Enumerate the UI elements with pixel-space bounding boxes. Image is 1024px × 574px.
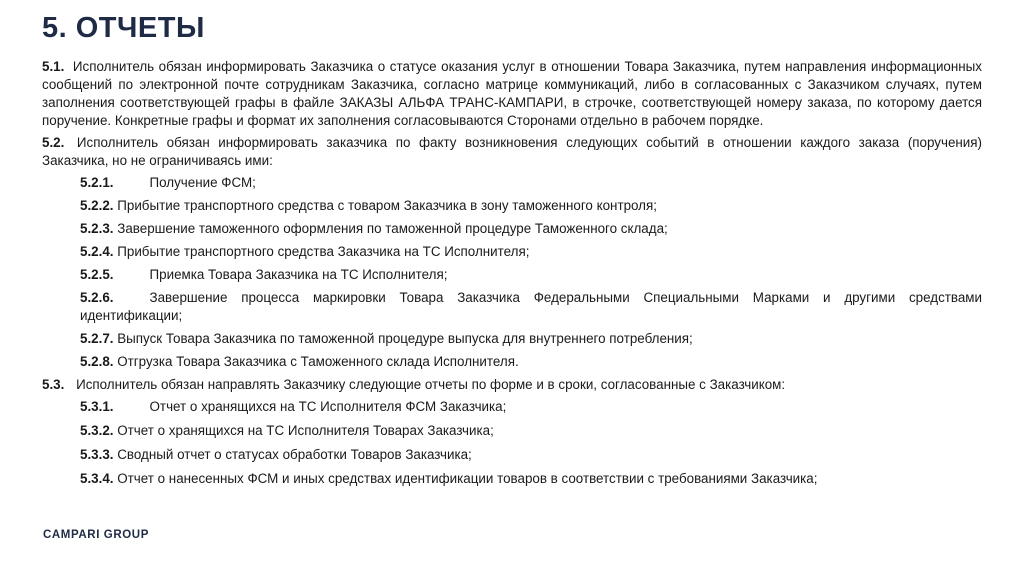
subclause-5-3-2: 5.3.2. Отчет о хранящихся на ТС Исполнителя Товарах Заказчика; <box>80 423 494 438</box>
subclause-5-3-4: 5.3.4. Отчет о нанесенных ФСМ и иных средствах идентификации товаров в соответствии с требованиями Заказчика; <box>80 471 818 486</box>
clause-5-1 <box>42 58 982 130</box>
clause-text: Исполнитель обязан информировать Заказчика о статусе оказания услуг в отношении Товара Заказчика, путем направления информационных сообщений по электронной почте сотрудникам Заказчика, согласно матрице коммуникаций, либо в согласованных с Заказчиком случаях, путем заполнения соответствующей графы в файле ЗАКАЗЫ АЛЬФА ТРАНС-КАМПАРИ, в строчке, соответствующей номеру заказа, по которому дается поручение. Конкретные графы и формат их заполнения согласовываются Сторонами отдельно в рабочем порядке. <box>42 59 982 128</box>
subclause-5-3-3: 5.3.3. Сводный отчет о статусах обработки Товаров Заказчика; <box>80 447 472 462</box>
clause-5-2 <box>42 134 982 170</box>
campari-logo: CAMPARI GROUP <box>43 529 149 541</box>
subclause-5-2-1: 5.2.1. Получение ФСМ; <box>80 175 256 190</box>
clause-number: 5.2. <box>42 135 65 150</box>
subclause-5-2-2: 5.2.2. Прибытие транспортного средства с товаром Заказчика в зону таможенного контроля; <box>80 198 657 213</box>
subclause-5-2-7: 5.2.7. Выпуск Товара Заказчика по таможенной процедуре выпуска для внутреннего потребления; <box>80 331 693 346</box>
clause-5-3 <box>42 376 982 394</box>
subclause-5-2-8: 5.2.8. Отгрузка Товара Заказчика с Таможенного склада Исполнителя. <box>80 354 519 369</box>
subclause-5-2-5: 5.2.5. Приемка Товара Заказчика на ТС Исполнителя; <box>80 267 448 282</box>
page-title: 5. ОТЧЕТЫ <box>42 12 205 44</box>
clause-number: 5.1. <box>42 59 65 74</box>
subclause-5-2-4: 5.2.4. Прибытие транспортного средства Заказчика на ТС Исполнителя; <box>80 244 530 259</box>
subclause-5-2-3: 5.2.3. Завершение таможенного оформления по таможенной процедуре Таможенного склада; <box>80 221 668 236</box>
subclause-5-2-6: 5.2.6. Завершение процесса маркировки Товара Заказчика Федеральными Специальными Марками и другими средствами идентификации; <box>80 290 982 323</box>
clause-text: Исполнитель обязан информировать заказчика по факту возникновения следующих событий в отношении каждого заказа (поручения) Заказчика, но не ограничиваясь ими: <box>42 135 982 168</box>
document-body <box>42 58 982 494</box>
clause-text: Исполнитель обязан направлять Заказчику следующие отчеты по форме и в сроки, согласованные с Заказчиком: <box>76 377 786 392</box>
subclause-5-3-1: 5.3.1. Отчет о хранящихся на ТС Исполнителя ФСМ Заказчика; <box>80 399 507 414</box>
clause-number: 5.3. <box>42 377 65 392</box>
